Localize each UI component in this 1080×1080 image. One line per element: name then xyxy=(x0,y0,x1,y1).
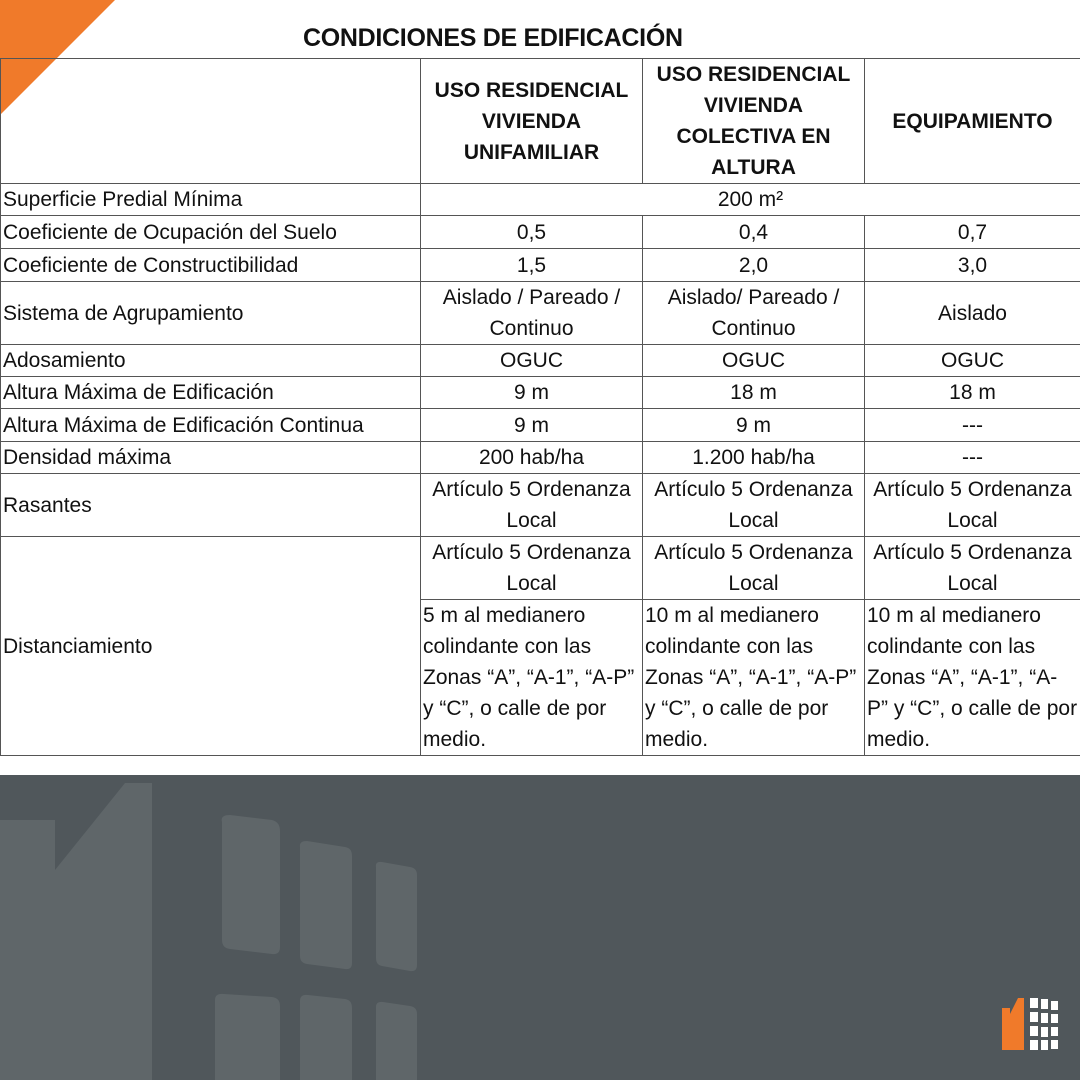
column-header-equipamiento: EQUIPAMIENTO xyxy=(865,59,1080,184)
cell-value: 18 m xyxy=(865,377,1080,409)
cell-value: Aislado / Pareado / Continuo xyxy=(421,282,643,345)
table-row xyxy=(1,409,1080,442)
building-logo-icon xyxy=(1000,994,1060,1052)
table-row xyxy=(1,249,1080,282)
cell-value: 10 m al medianero colindante con las Zonas “A”, “A-1”, “A-P” y “C”, o calle de por medio. xyxy=(865,600,1080,756)
table-row xyxy=(1,474,1080,537)
table-header-row xyxy=(1,59,1080,184)
cell-value: OGUC xyxy=(643,345,865,377)
cell-value: 1,5 xyxy=(421,249,643,282)
table-row xyxy=(1,377,1080,409)
cell-value: 9 m xyxy=(421,377,643,409)
table-row xyxy=(1,184,1080,216)
cell-value: OGUC xyxy=(865,345,1080,377)
cell-value: 9 m xyxy=(643,409,865,442)
cell-value: Artículo 5 Ordenanza Local xyxy=(865,537,1080,600)
cell-value: OGUC xyxy=(421,345,643,377)
column-header-unifamiliar: USO RESIDENCIAL VIVIENDA UNIFAMILIAR xyxy=(421,59,643,184)
cell-value: Aislado xyxy=(865,282,1080,345)
cell-value: Artículo 5 Ordenanza Local xyxy=(865,474,1080,537)
cell-value: 3,0 xyxy=(865,249,1080,282)
building-conditions-table xyxy=(0,58,1080,756)
row-label: Altura Máxima de Edificación xyxy=(1,377,421,409)
cell-value: 1.200 hab/ha xyxy=(643,442,865,474)
table-row xyxy=(1,442,1080,474)
cell-value: 18 m xyxy=(643,377,865,409)
cell-value: Artículo 5 Ordenanza Local xyxy=(421,474,643,537)
footer-band xyxy=(0,775,1080,1080)
cell-value: 200 hab/ha xyxy=(421,442,643,474)
row-label: Superficie Predial Mínima xyxy=(1,184,421,216)
row-label: Adosamiento xyxy=(1,345,421,377)
cell-value: --- xyxy=(865,409,1080,442)
cell-value: 5 m al medianero colindante con las Zonas “A”, “A-1”, “A-P” y “C”, o calle de por medio. xyxy=(421,600,643,756)
table-row xyxy=(1,216,1080,249)
cell-value: 9 m xyxy=(421,409,643,442)
page-title: CONDICIONES DE EDIFICACIÓN xyxy=(303,24,683,52)
cell-value: 0,5 xyxy=(421,216,643,249)
row-label: Densidad máxima xyxy=(1,442,421,474)
cell-value: Aislado/ Pareado / Continuo xyxy=(643,282,865,345)
cell-value: Artículo 5 Ordenanza Local xyxy=(643,537,865,600)
table-row xyxy=(1,345,1080,377)
row-label: Rasantes xyxy=(1,474,421,537)
building-silhouette-graphic xyxy=(0,775,1080,1080)
cell-value: 200 m² xyxy=(421,184,1080,216)
cell-value: 10 m al medianero colindante con las Zonas “A”, “A-1”, “A-P” y “C”, o calle de por medio. xyxy=(643,600,865,756)
cell-value: --- xyxy=(865,442,1080,474)
header-empty-cell xyxy=(1,59,421,184)
cell-value: Artículo 5 Ordenanza Local xyxy=(643,474,865,537)
row-label: Sistema de Agrupamiento xyxy=(1,282,421,345)
table-row xyxy=(1,537,1080,600)
cell-value: 0,4 xyxy=(643,216,865,249)
cell-value: 0,7 xyxy=(865,216,1080,249)
row-label: Coeficiente de Constructibilidad xyxy=(1,249,421,282)
column-header-colectiva: USO RESIDENCIAL VIVIENDA COLECTIVA EN ALTURA xyxy=(643,59,865,184)
row-label: Altura Máxima de Edificación Continua xyxy=(1,409,421,442)
table-row xyxy=(1,282,1080,345)
cell-value: 2,0 xyxy=(643,249,865,282)
cell-value: Artículo 5 Ordenanza Local xyxy=(421,537,643,600)
row-label: Coeficiente de Ocupación del Suelo xyxy=(1,216,421,249)
row-label: Distanciamiento xyxy=(1,537,421,756)
